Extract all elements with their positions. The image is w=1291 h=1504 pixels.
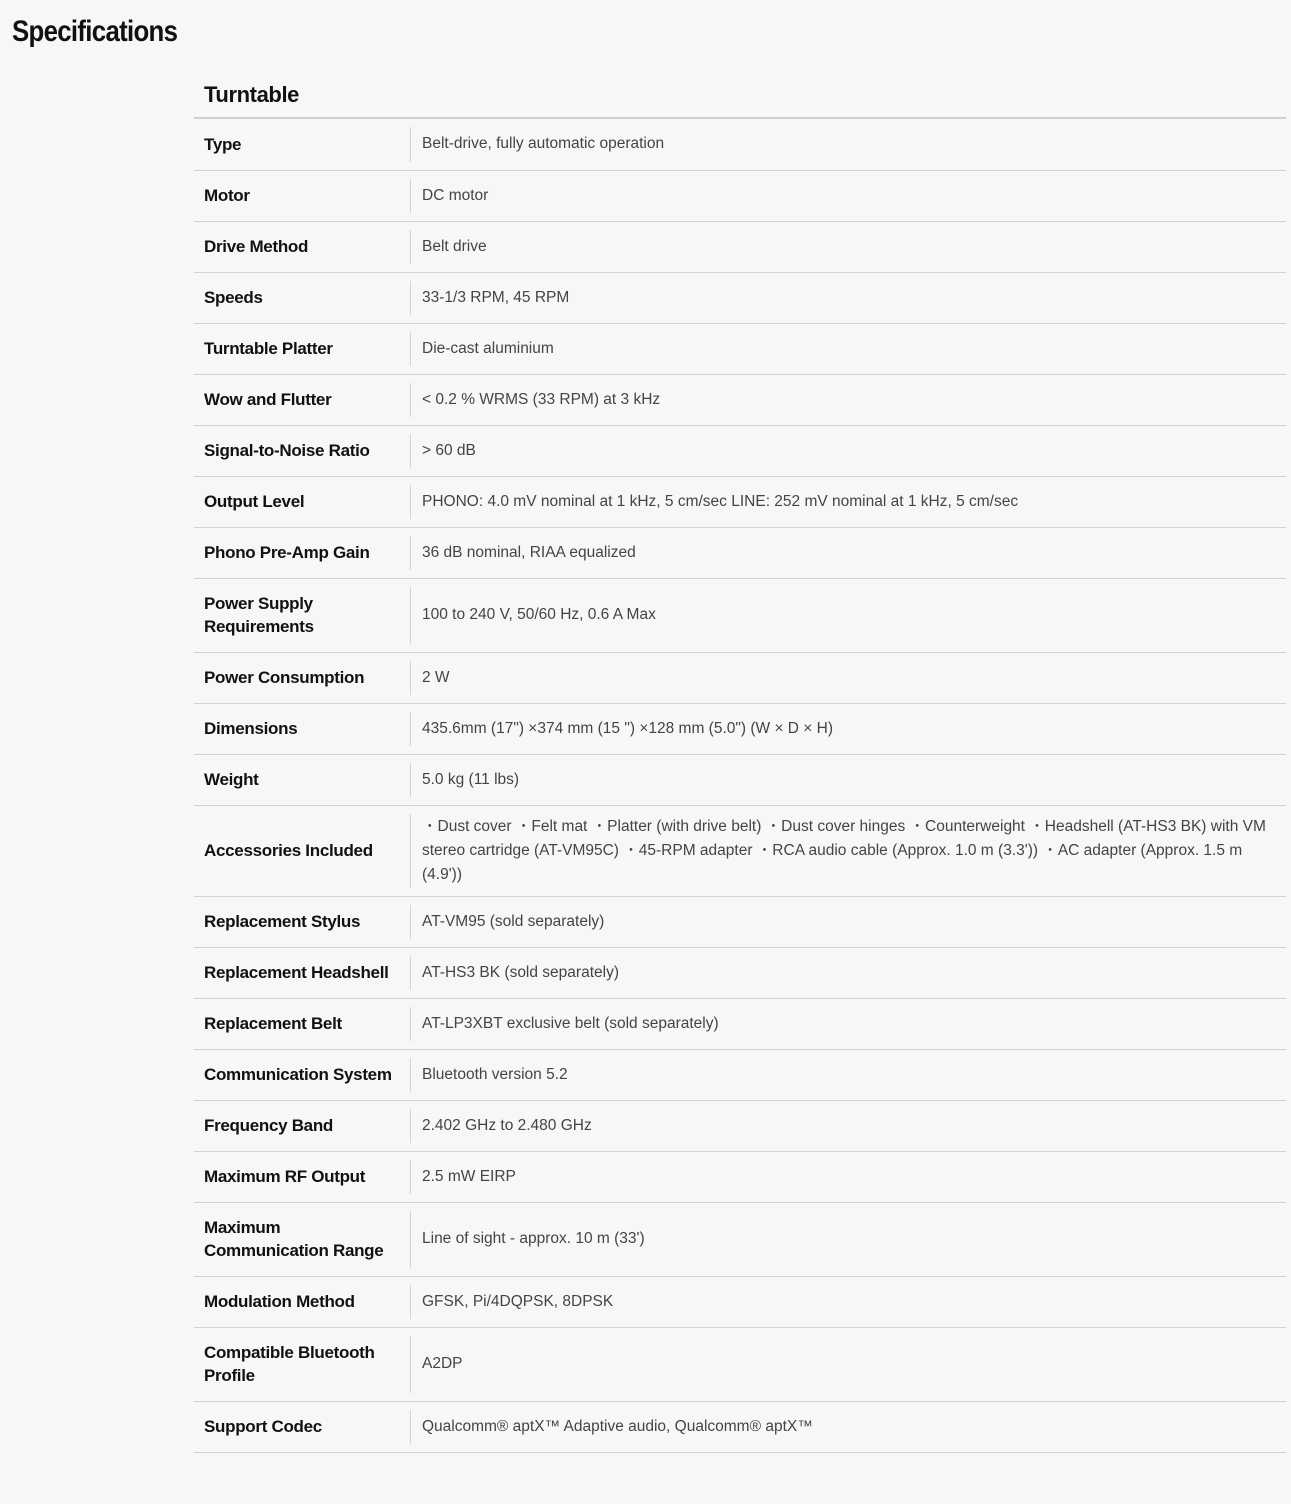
spec-row (194, 1327, 1286, 1401)
spec-label: Dimensions (194, 703, 411, 754)
spec-label: Replacement Belt (194, 998, 411, 1049)
spec-value: > 60 dB (411, 425, 1286, 476)
spec-label: Accessories Included (194, 805, 411, 896)
spec-label: Speeds (194, 272, 411, 323)
spec-table (194, 119, 1286, 1453)
spec-label: Frequency Band (194, 1100, 411, 1151)
spec-value: Line of sight - approx. 10 m (33') (411, 1202, 1286, 1276)
spec-value: Bluetooth version 5.2 (411, 1049, 1286, 1100)
spec-value: Qualcomm® aptX™ Adaptive audio, Qualcomm® aptX™ (411, 1401, 1286, 1452)
spec-section-turntable (194, 72, 1286, 1453)
spec-value: Belt-drive, fully automatic operation (411, 119, 1286, 170)
spec-label: Power Supply Requirements (194, 578, 411, 652)
spec-value: Die-cast aluminium (411, 323, 1286, 374)
spec-row (194, 578, 1286, 652)
spec-value: GFSK, Pi/4DQPSK, 8DPSK (411, 1276, 1286, 1327)
spec-value: < 0.2 % WRMS (33 RPM) at 3 kHz (411, 374, 1286, 425)
spec-label: Wow and Flutter (194, 374, 411, 425)
spec-value: AT-LP3XBT exclusive belt (sold separately) (411, 998, 1286, 1049)
spec-row (194, 652, 1286, 703)
spec-row (194, 425, 1286, 476)
spec-label: Signal-to-Noise Ratio (194, 425, 411, 476)
spec-value: Belt drive (411, 221, 1286, 272)
spec-label: Type (194, 119, 411, 170)
spec-row (194, 272, 1286, 323)
spec-row (194, 947, 1286, 998)
spec-row (194, 221, 1286, 272)
page-title: Specifications (12, 15, 178, 48)
spec-row (194, 1100, 1286, 1151)
spec-value: 2.5 mW EIRP (411, 1151, 1286, 1202)
spec-row (194, 1049, 1286, 1100)
spec-value: 36 dB nominal, RIAA equalized (411, 527, 1286, 578)
spec-row (194, 527, 1286, 578)
spec-label: Power Consumption (194, 652, 411, 703)
spec-row (194, 805, 1286, 896)
spec-value: 100 to 240 V, 50/60 Hz, 0.6 A Max (411, 578, 1286, 652)
spec-label: Phono Pre-Amp Gain (194, 527, 411, 578)
spec-row (194, 1151, 1286, 1202)
spec-value: PHONO: 4.0 mV nominal at 1 kHz, 5 cm/sec LINE: 252 mV nominal at 1 kHz, 5 cm/sec (411, 476, 1286, 527)
spec-row (194, 703, 1286, 754)
spec-value: ・Dust cover ・Felt mat ・Platter (with drive belt) ・Dust cover hinges ・Counterweight ・Headshell (AT-HS3 BK) with VM stereo cartridge (AT-VM95C) ・45-RPM adapter ・RCA audio cable (Approx. 1.0 m (3.3')) ・AC adapter (Approx. 1.5 m (4.9')) (411, 805, 1286, 896)
spec-value: 435.6mm (17") ×374 mm (15 ") ×128 mm (5.0") (W × D × H) (411, 703, 1286, 754)
spec-row (194, 1202, 1286, 1276)
spec-value: AT-VM95 (sold separately) (411, 896, 1286, 947)
spec-row (194, 1276, 1286, 1327)
spec-value: 2.402 GHz to 2.480 GHz (411, 1100, 1286, 1151)
spec-row (194, 998, 1286, 1049)
spec-row (194, 374, 1286, 425)
spec-value: DC motor (411, 170, 1286, 221)
spec-row (194, 896, 1286, 947)
spec-label: Turntable Platter (194, 323, 411, 374)
spec-value: 2 W (411, 652, 1286, 703)
spec-label: Weight (194, 754, 411, 805)
spec-label: Motor (194, 170, 411, 221)
spec-label: Compatible Bluetooth Profile (194, 1327, 411, 1401)
spec-value: 33-1/3 RPM, 45 RPM (411, 272, 1286, 323)
spec-label: Maximum Communication Range (194, 1202, 411, 1276)
spec-row (194, 754, 1286, 805)
spec-value: A2DP (411, 1327, 1286, 1401)
spec-label: Replacement Stylus (194, 896, 411, 947)
spec-label: Output Level (194, 476, 411, 527)
spec-label: Replacement Headshell (194, 947, 411, 998)
spec-label: Drive Method (194, 221, 411, 272)
spec-row (194, 1401, 1286, 1452)
spec-row (194, 476, 1286, 527)
spec-label: Maximum RF Output (194, 1151, 411, 1202)
spec-label: Support Codec (194, 1401, 411, 1452)
spec-row (194, 119, 1286, 170)
spec-label: Modulation Method (194, 1276, 411, 1327)
spec-row (194, 323, 1286, 374)
spec-value: AT-HS3 BK (sold separately) (411, 947, 1286, 998)
spec-row (194, 170, 1286, 221)
section-title: Turntable (194, 72, 1286, 119)
spec-value: 5.0 kg (11 lbs) (411, 754, 1286, 805)
spec-label: Communication System (194, 1049, 411, 1100)
